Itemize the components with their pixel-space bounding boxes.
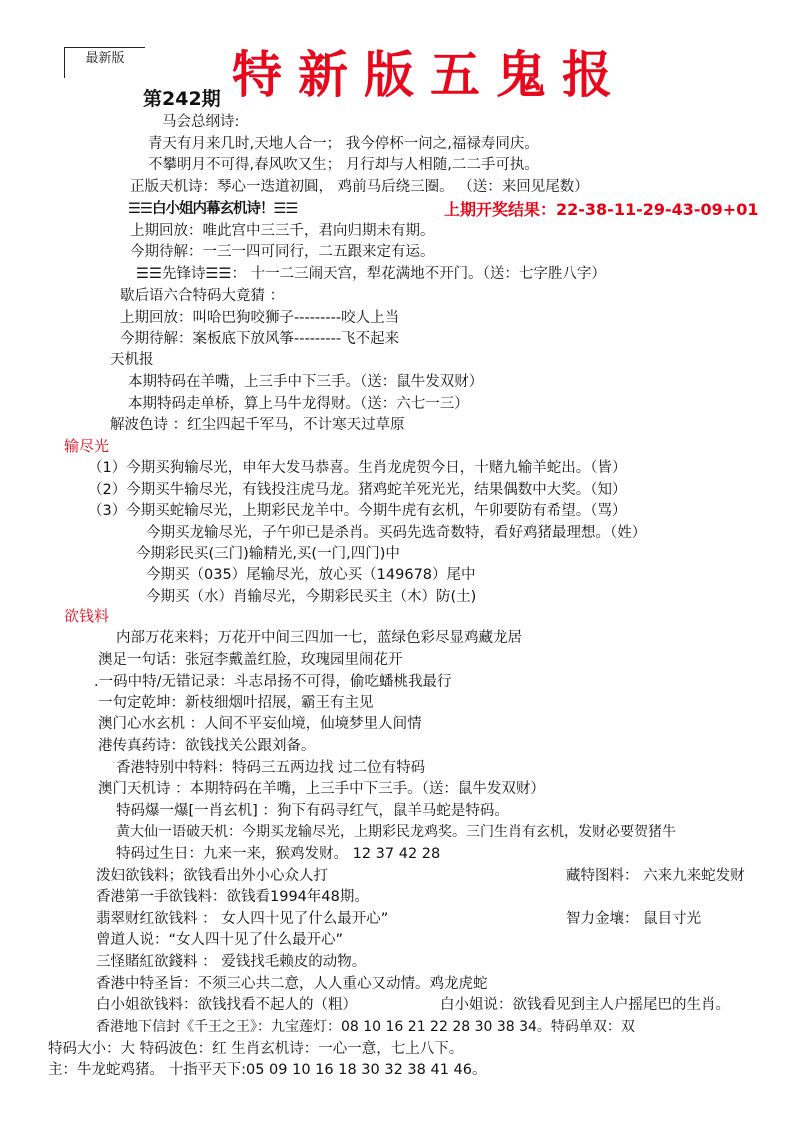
- text-line: 今期买（035）尾输尽光，放心买（149678）尾中: [146, 567, 476, 583]
- text-line: 泼妇欲钱料；欲钱看出外小心众人打: [96, 868, 328, 884]
- text-line: 今期待解：案板底下放风筝---------飞不起来: [120, 331, 400, 347]
- text-line: 上期回放：叫哈巴狗咬狮子---------咬人上当: [120, 310, 400, 326]
- text-line: 香港中特圣旨：不须三心共二意，人人重心又动情。鸡龙虎蛇: [96, 976, 488, 992]
- text-line: 不攀明月不可得,春风吹又生； 月行却与人相随,二二手可执。: [148, 157, 539, 173]
- last-draw-result: 上期开奖结果：22-38-11-29-43-09+01: [444, 200, 759, 219]
- text-line: （1）今期买狗输尽光，申年大发马恭喜。生肖龙虎贺今日，十赌九输羊蛇出。（皆）: [88, 460, 627, 476]
- text-line: 内部万花来料；万花开中间三四加一七，蓝绿色彩尽显鸡藏龙居: [116, 630, 522, 646]
- text-line: 青天有月来几时,天地人合一； 我今停杯一问之,福禄寿同庆。: [148, 136, 539, 152]
- text-line: 澳门天机诗 ：本期特码在羊嘴，上三手中下三手。（送：鼠牛发双财）: [98, 781, 545, 797]
- text-line: （3）今期买蛇输尽光，上期彩民龙羊中。今期牛虎有玄机，午卯要防有希望。（骂）: [88, 503, 627, 519]
- text-line: 翡翠财红欲钱料 ： 女人四十见了什么最开心”: [96, 911, 389, 927]
- text-line: 澳门心水玄机 ：人间不平妄仙境，仙境梦里人间情: [98, 716, 422, 732]
- latest-edition-badge: 最新版: [64, 47, 145, 78]
- section-heading-lose-all: 输尽光: [64, 437, 110, 455]
- text-line: 今期待解：一三一四可同行，二五跟来定有运。: [130, 244, 435, 260]
- text-line: 特码大小：大 特码波色：红 生肖玄机诗：一心一意，七上八下。: [48, 1041, 464, 1057]
- text-line: 本期特码走单桥，算上马牛龙得财。（送：六七一三）: [128, 396, 469, 412]
- text-line: 正版天机诗：琴心一迭道初圓， 鸡前马后绕三圈。 （送：来回见尾数）: [130, 179, 589, 195]
- text-line: 澳足一句话：张冠李戴盖红脸，玫瑰园里闹花开: [98, 652, 403, 668]
- issue-number: 第242期: [143, 88, 221, 110]
- text-line: 主：牛龙蛇鸡猪。 十指平天下:05 09 10 16 18 30 32 38 41 46。: [48, 1062, 487, 1078]
- section-header: ☰☰白小姐内幕玄机诗！☰☰: [128, 201, 298, 217]
- text-line: 特码爆一爆[一肖玄机] ：狗下有码寻红气，鼠羊马蛇是特码。: [116, 803, 509, 819]
- section-header: ☰☰先锋诗☰☰： 十一二三闹天宫，犁花满地不开门。（送：七字胜八字）: [136, 266, 606, 282]
- text-line: 香港第一手欲钱料：欲钱看1994年48期。: [96, 889, 369, 905]
- text-line: 上期回放：唯此宫中三三千，君向归期未有期。: [130, 223, 435, 239]
- text-line: 香港特别中特料：特码三五两边找 过二位有特码: [116, 760, 426, 776]
- text-line: 马会总纲诗:: [162, 114, 240, 130]
- text-line: 一句定乾坤：新枝细烟叶招展，霸王有主见: [98, 695, 374, 711]
- text-line: 今期彩民买(三门)输精光,买(一门,四门)中: [136, 546, 400, 562]
- text-line: 三怪賭紅欲錢料 ： 爱钱找毛赖皮的动物。: [96, 954, 367, 970]
- text-line: 白小姐说：欲钱看见到主人户摇尾巴的生肖。: [440, 997, 730, 1013]
- text-line: 解波色诗 ：红尘四起千军马，不计寒天过草原: [110, 417, 405, 433]
- text-line: 白小姐欲钱料：欲钱找看不起人的（粗）: [96, 997, 357, 1013]
- text-line: 曾道人说：“女人四十见了什么最开心”: [96, 932, 344, 948]
- text-line: 港传真药诗：欲钱找关公跟刘备。: [98, 738, 316, 754]
- text-line: 本期特码在羊嘴，上三手中下三手。（送：鼠牛发双财）: [128, 374, 484, 390]
- text-line: 黄大仙一语破天机：今期买龙输尽光，上期彩民龙鸡奖。三门生肖有玄机，发财必要贺猪牛: [116, 824, 676, 840]
- text-line: .一码中特/无错记录：斗志昂扬不可得，偷吃蟠桃我最行: [94, 674, 452, 690]
- section-heading: 天机报: [110, 352, 154, 368]
- text-line: （2）今期买牛输尽光，有钱投注虎马龙。猪鸡蛇羊死光光，结果偶数中大奖。（知）: [88, 482, 627, 498]
- page-title: 特新版五鬼报: [232, 45, 628, 104]
- text-line: 歇后语六合特码大竟猜 ：: [120, 288, 285, 304]
- text-line: 今期买龙输尽光，子午卯已是杀肖。买码先选奇数特，看好鸡猪最理想。（姓）: [146, 525, 647, 541]
- text-line: 特码过生日：九来一来，猴鸡发财。 12 37 42 28: [116, 846, 441, 862]
- text-line: 香港地下信封《千王之王》：九宝莲灯：08 10 16 21 22 28 30 38 34。特码单双：双: [96, 1019, 635, 1035]
- text-line: 藏特图料： 六来九来蛇发财: [566, 868, 745, 884]
- text-line: 智力金壤： 鼠目寸光: [566, 911, 702, 927]
- section-heading-wanted-money: 欲钱料: [64, 607, 110, 625]
- text-line: 今期买（水）肖输尽光，今期彩民买主（木）防(土): [146, 589, 477, 605]
